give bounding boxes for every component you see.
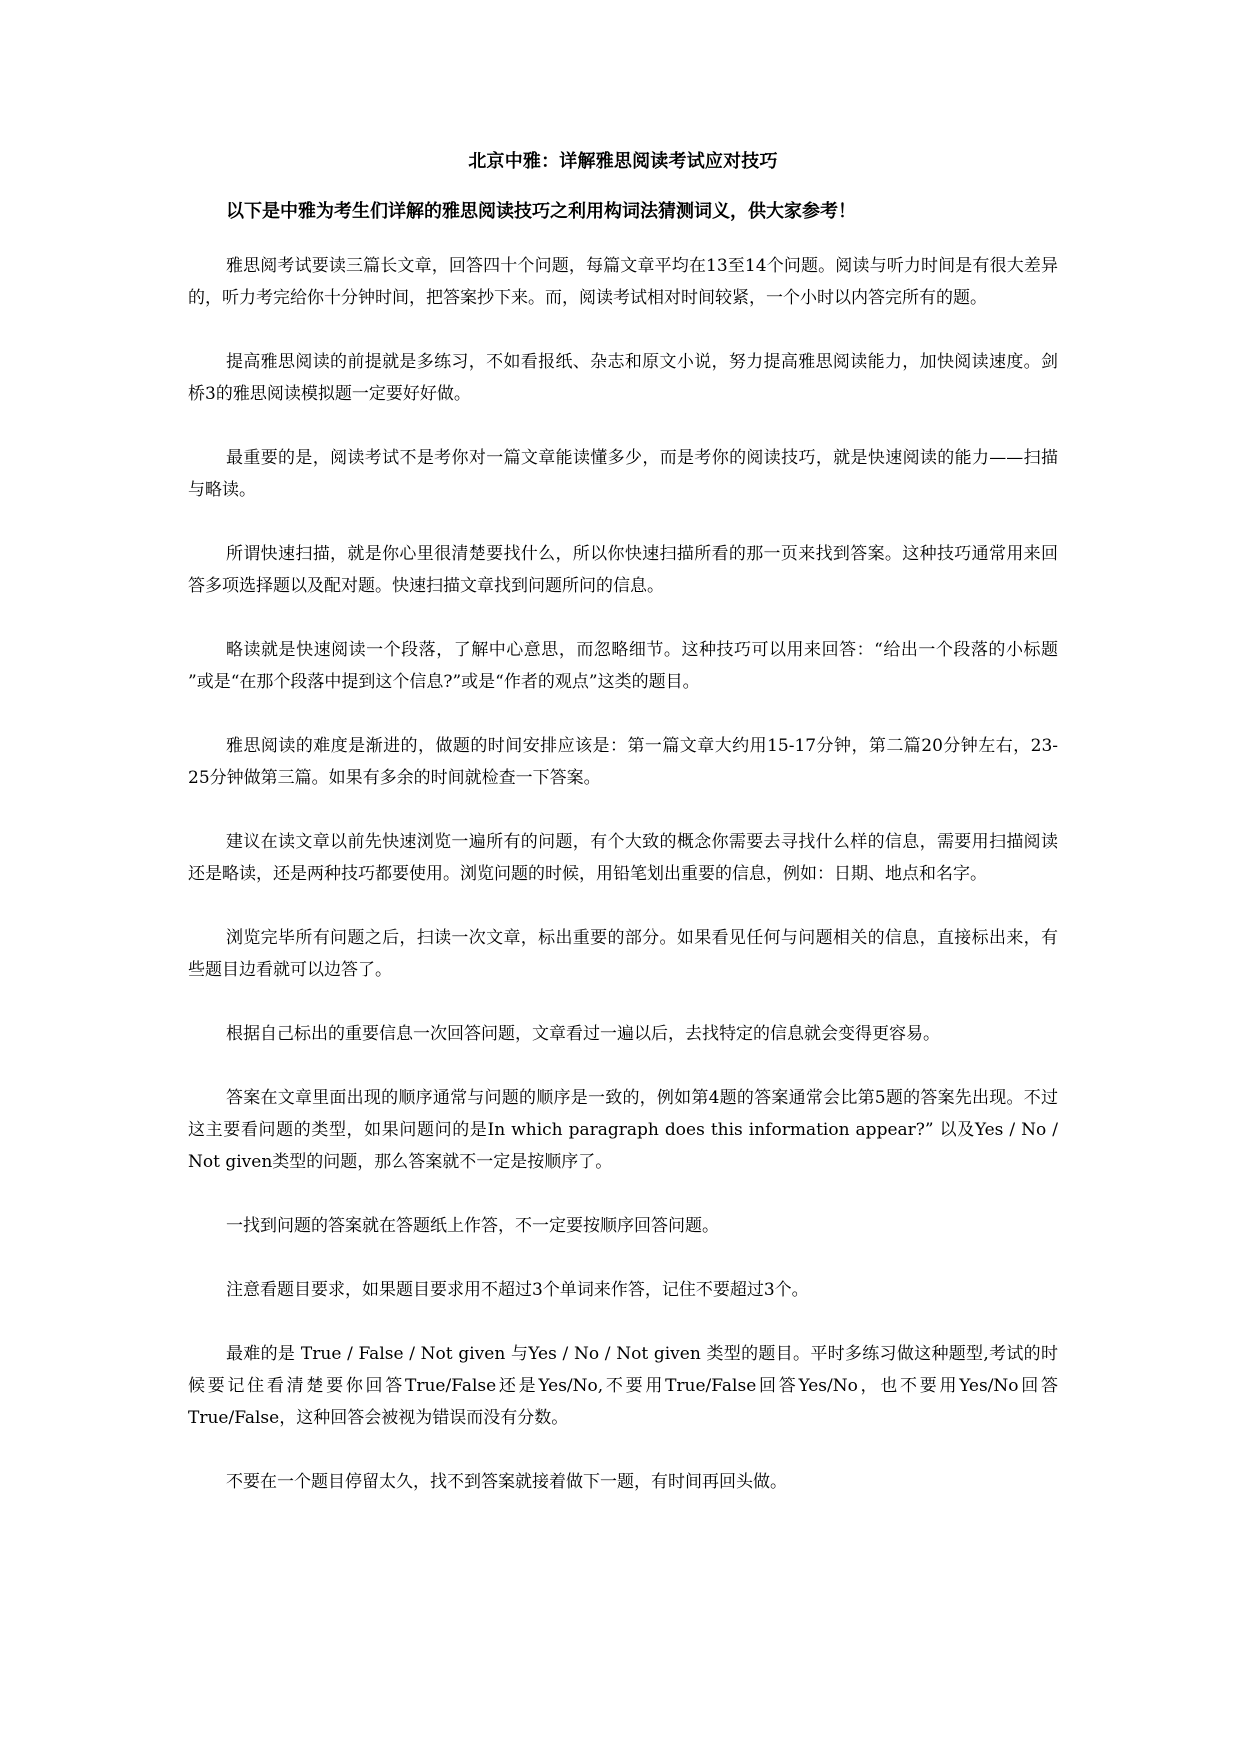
paragraph-13: 最难的是 True / False / Not given 与Yes / No / Not given 类型的题目。平时多练习做这种题型,考试的时候要记住看清楚要你回答True/False还是Yes/No,不要用True/False回答Yes/No，也不要用Yes/No回答True/False，这种回答会被视为错误而没有分数。: [188, 1344, 1058, 1428]
paragraph-14: 不要在一个题目停留太久，找不到答案就接着做下一题，有时间再回头做。: [226, 1472, 787, 1492]
paragraph-5: 略读就是快速阅读一个段落，了解中心意思，而忽略细节。这种技巧可以用来回答：“给出一个段落的小标题 ”或是“在那个段落中提到这个信息?”或是“作者的观点”这类的题目。: [188, 640, 1058, 692]
paragraph-2: 提高雅思阅读的前提就是多练习，不如看报纸、杂志和原文小说，努力提高雅思阅读能力，加快阅读速度。剑桥3的雅思阅读模拟题一定要好好做。: [188, 352, 1058, 404]
paragraph-11: 一找到问题的答案就在答题纸上作答，不一定要按顺序回答问题。: [226, 1216, 719, 1236]
paragraph-12: 注意看题目要求，如果题目要求用不超过3个单词来作答，记住不要超过3个。: [226, 1280, 809, 1300]
paragraph-1: 雅思阅考试要读三篇长文章，回答四十个问题，每篇文章平均在13至14个问题。阅读与听力时间是有很大差异的，听力考完给你十分钟时间，把答案抄下来。而，阅读考试相对时间较紧，一个小时以内答完所有的题。: [188, 256, 1058, 308]
paragraph-4: 所谓快速扫描，就是你心里很清楚要找什么，所以你快速扫描所看的那一页来找到答案。这种技巧通常用来回答多项选择题以及配对题。快速扫描文章找到问题所问的信息。: [188, 544, 1058, 596]
paragraph-7: 建议在读文章以前先快速浏览一遍所有的问题，有个大致的概念你需要去寻找什么样的信息，需要用扫描阅读还是略读，还是两种技巧都要使用。浏览问题的时候，用铅笔划出重要的信息，例如：日期、地点和名字。: [188, 832, 1058, 884]
document-body: [188, 150, 1058, 1530]
document-subtitle: 以下是中雅为考生们详解的雅思阅读技巧之利用构词法猜测词义，供大家参考！: [226, 201, 856, 222]
paragraph-6: 雅思阅读的难度是渐进的，做题的时间安排应该是：第一篇文章大约用15-17分钟，第二篇20分钟左右，23-25分钟做第三篇。如果有多余的时间就检查一下答案。: [188, 736, 1058, 788]
paragraph-10: 答案在文章里面出现的顺序通常与问题的顺序是一致的，例如第4题的答案通常会比第5题的答案先出现。不过这主要看问题的类型，如果问题问的是In which paragraph does this information appear?” 以及Yes / No / Not given类型的问题，那么答案就不一定是按顺序了。: [188, 1088, 1058, 1172]
document-title: 北京中雅：详解雅思阅读考试应对技巧: [468, 151, 778, 172]
paragraph-9: 根据自己标出的重要信息一次回答问题，文章看过一遍以后，去找特定的信息就会变得更容易。: [226, 1024, 940, 1044]
paragraph-3: 最重要的是，阅读考试不是考你对一篇文章能读懂多少，而是考你的阅读技巧，就是快速阅读的能力——扫描与略读。: [188, 448, 1058, 500]
paragraph-8: 浏览完毕所有问题之后，扫读一次文章，标出重要的部分。如果看见任何与问题相关的信息，直接标出来，有些题目边看就可以边答了。: [188, 928, 1058, 980]
